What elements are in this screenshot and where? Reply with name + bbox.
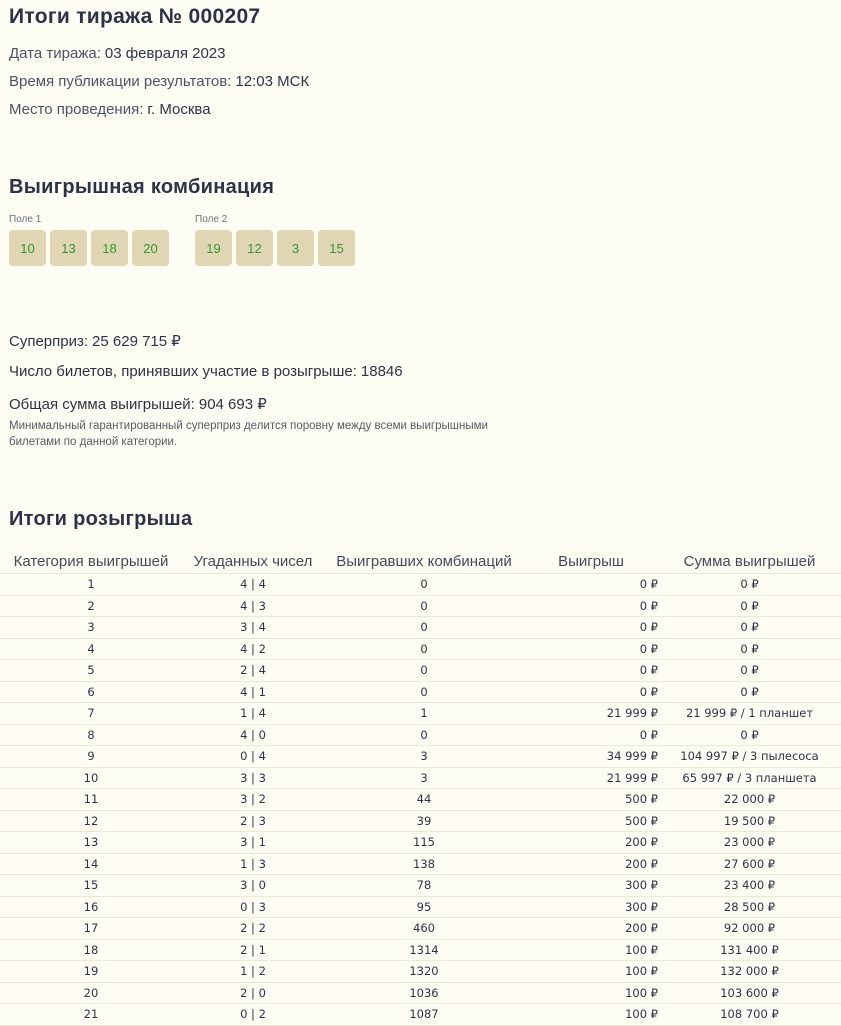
cell-prize: 200 ₽ bbox=[524, 853, 658, 875]
cell-total: 23 400 ₽ bbox=[658, 875, 841, 897]
table-row bbox=[0, 574, 841, 596]
cell-total: 0 ₽ bbox=[658, 681, 841, 703]
cell-guessed: 3 | 1 bbox=[182, 832, 324, 854]
cell-total: 108 700 ₽ bbox=[658, 1004, 841, 1026]
table-row bbox=[0, 789, 841, 811]
cell-category: 11 bbox=[0, 789, 182, 811]
table-row bbox=[0, 767, 841, 789]
cell-total: 104 997 ₽ / 3 пылесоса bbox=[658, 746, 841, 768]
cell-guessed: 4 | 4 bbox=[182, 574, 324, 596]
publish-time-value: 12:03 МСК bbox=[235, 73, 310, 90]
cell-guessed: 1 | 3 bbox=[182, 853, 324, 875]
ball: 20 bbox=[132, 230, 169, 266]
draw-place-label: Место проведения: bbox=[9, 101, 144, 118]
publish-time-label: Время публикации результатов: bbox=[9, 73, 232, 90]
cell-prize: 300 ₽ bbox=[524, 875, 658, 897]
cell-category: 6 bbox=[0, 681, 182, 703]
cell-guessed: 4 | 2 bbox=[182, 638, 324, 660]
cell-combinations: 0 bbox=[324, 595, 524, 617]
cell-prize: 200 ₽ bbox=[524, 832, 658, 854]
total-winnings bbox=[9, 395, 267, 413]
cell-combinations: 78 bbox=[324, 875, 524, 897]
header-prize: Выигрыш bbox=[524, 549, 658, 574]
cell-category: 5 bbox=[0, 660, 182, 682]
table-row bbox=[0, 918, 841, 940]
table-row bbox=[0, 853, 841, 875]
header-guessed: Угаданных чисел bbox=[182, 549, 324, 574]
header-total: Сумма выигрышей bbox=[658, 549, 841, 574]
cell-combinations: 0 bbox=[324, 660, 524, 682]
cell-guessed: 1 | 4 bbox=[182, 703, 324, 725]
cell-category: 17 bbox=[0, 918, 182, 940]
cell-total: 131 400 ₽ bbox=[658, 939, 841, 961]
results-body bbox=[0, 574, 841, 1026]
cell-prize: 500 ₽ bbox=[524, 810, 658, 832]
cell-combinations: 3 bbox=[324, 746, 524, 768]
table-row bbox=[0, 638, 841, 660]
cell-combinations: 115 bbox=[324, 832, 524, 854]
cell-category: 18 bbox=[0, 939, 182, 961]
cell-category: 14 bbox=[0, 853, 182, 875]
draw-date-value: 03 февраля 2023 bbox=[104, 45, 226, 62]
cell-prize: 0 ₽ bbox=[524, 681, 658, 703]
cell-total: 65 997 ₽ / 3 планшета bbox=[658, 767, 841, 789]
table-row bbox=[0, 660, 841, 682]
cell-total: 0 ₽ bbox=[658, 724, 841, 746]
cell-category: 1 bbox=[0, 574, 182, 596]
cell-category: 10 bbox=[0, 767, 182, 789]
cell-category: 19 bbox=[0, 961, 182, 983]
cell-prize: 500 ₽ bbox=[524, 789, 658, 811]
results-title: Итоги розыгрыша bbox=[9, 508, 193, 530]
cell-combinations: 0 bbox=[324, 724, 524, 746]
table-row bbox=[0, 617, 841, 639]
draw-date bbox=[9, 45, 225, 62]
cell-combinations: 1 bbox=[324, 703, 524, 725]
cell-prize: 200 ₽ bbox=[524, 918, 658, 940]
cell-guessed: 0 | 4 bbox=[182, 746, 324, 768]
table-row bbox=[0, 896, 841, 918]
cell-category: 3 bbox=[0, 617, 182, 639]
cell-guessed: 3 | 3 bbox=[182, 767, 324, 789]
field-2-balls bbox=[195, 230, 355, 266]
cell-total: 0 ₽ bbox=[658, 617, 841, 639]
cell-category: 21 bbox=[0, 1004, 182, 1026]
cell-prize: 0 ₽ bbox=[524, 660, 658, 682]
cell-prize: 0 ₽ bbox=[524, 595, 658, 617]
cell-total: 0 ₽ bbox=[658, 660, 841, 682]
cell-prize: 0 ₽ bbox=[524, 617, 658, 639]
cell-guessed: 4 | 1 bbox=[182, 681, 324, 703]
cell-category: 9 bbox=[0, 746, 182, 768]
field-2-label: Поле 2 bbox=[195, 214, 228, 225]
cell-combinations: 39 bbox=[324, 810, 524, 832]
cell-combinations: 0 bbox=[324, 617, 524, 639]
cell-guessed: 2 | 3 bbox=[182, 810, 324, 832]
ball: 15 bbox=[318, 230, 355, 266]
table-row bbox=[0, 703, 841, 725]
total-winnings-label: Общая сумма выигрышей: bbox=[9, 396, 195, 413]
cell-combinations: 1087 bbox=[324, 1004, 524, 1026]
table-row bbox=[0, 961, 841, 983]
cell-combinations: 0 bbox=[324, 638, 524, 660]
cell-category: 20 bbox=[0, 982, 182, 1004]
cell-guessed: 4 | 3 bbox=[182, 595, 324, 617]
cell-total: 103 600 ₽ bbox=[658, 982, 841, 1004]
field-2 bbox=[195, 214, 355, 266]
cell-total: 28 500 ₽ bbox=[658, 896, 841, 918]
table-row bbox=[0, 810, 841, 832]
table-row bbox=[0, 832, 841, 854]
cell-guessed: 3 | 2 bbox=[182, 789, 324, 811]
cell-prize: 0 ₽ bbox=[524, 724, 658, 746]
cell-total: 0 ₽ bbox=[658, 638, 841, 660]
cell-combinations: 1036 bbox=[324, 982, 524, 1004]
table-row bbox=[0, 875, 841, 897]
ball: 10 bbox=[9, 230, 46, 266]
table-row bbox=[0, 595, 841, 617]
cell-guessed: 2 | 1 bbox=[182, 939, 324, 961]
ball: 12 bbox=[236, 230, 273, 266]
table-row bbox=[0, 939, 841, 961]
cell-prize: 100 ₽ bbox=[524, 1004, 658, 1026]
page-title: Итоги тиража № 000207 bbox=[9, 5, 261, 28]
cell-total: 23 000 ₽ bbox=[658, 832, 841, 854]
cell-guessed: 2 | 0 bbox=[182, 982, 324, 1004]
ball: 13 bbox=[50, 230, 87, 266]
table-row bbox=[0, 982, 841, 1004]
cell-prize: 21 999 ₽ bbox=[524, 703, 658, 725]
cell-prize: 100 ₽ bbox=[524, 939, 658, 961]
cell-combinations: 95 bbox=[324, 896, 524, 918]
cell-guessed: 0 | 2 bbox=[182, 1004, 324, 1026]
cell-category: 2 bbox=[0, 595, 182, 617]
cell-prize: 300 ₽ bbox=[524, 896, 658, 918]
cell-combinations: 0 bbox=[324, 574, 524, 596]
field-1-balls bbox=[9, 230, 169, 266]
table-row bbox=[0, 681, 841, 703]
cell-total: 132 000 ₽ bbox=[658, 961, 841, 983]
winning-combination-title: Выигрышная комбинация bbox=[9, 176, 275, 198]
superprize-note: Минимальный гарантированный суперприз делится поровну между всеми выигрышными билетами по данной категории. bbox=[9, 420, 488, 448]
cell-guessed: 1 | 2 bbox=[182, 961, 324, 983]
cell-prize: 100 ₽ bbox=[524, 961, 658, 983]
field-1-label: Поле 1 bbox=[9, 214, 42, 225]
cell-category: 15 bbox=[0, 875, 182, 897]
publish-time bbox=[9, 73, 309, 90]
total-winnings-value: 904 693 ₽ bbox=[198, 396, 267, 413]
cell-guessed: 2 | 4 bbox=[182, 660, 324, 682]
superprize bbox=[9, 332, 181, 350]
cell-combinations: 460 bbox=[324, 918, 524, 940]
cell-category: 16 bbox=[0, 896, 182, 918]
results-header-row bbox=[0, 549, 841, 574]
cell-combinations: 1314 bbox=[324, 939, 524, 961]
superprize-value: 25 629 715 ₽ bbox=[92, 333, 181, 350]
cell-category: 13 bbox=[0, 832, 182, 854]
results-table bbox=[0, 549, 841, 1026]
cell-guessed: 3 | 4 bbox=[182, 617, 324, 639]
header-combinations: Выигравших комбинаций bbox=[324, 549, 524, 574]
cell-category: 8 bbox=[0, 724, 182, 746]
draw-place-value: г. Москва bbox=[147, 101, 211, 118]
cell-total: 0 ₽ bbox=[658, 595, 841, 617]
table-row bbox=[0, 746, 841, 768]
cell-guessed: 2 | 2 bbox=[182, 918, 324, 940]
draw-place bbox=[9, 101, 211, 118]
cell-prize: 21 999 ₽ bbox=[524, 767, 658, 789]
cell-guessed: 3 | 0 bbox=[182, 875, 324, 897]
table-row bbox=[0, 1004, 841, 1026]
cell-prize: 0 ₽ bbox=[524, 638, 658, 660]
cell-combinations: 1320 bbox=[324, 961, 524, 983]
cell-guessed: 4 | 0 bbox=[182, 724, 324, 746]
cell-total: 92 000 ₽ bbox=[658, 918, 841, 940]
cell-guessed: 0 | 3 bbox=[182, 896, 324, 918]
field-1 bbox=[9, 214, 169, 266]
cell-total: 21 999 ₽ / 1 планшет bbox=[658, 703, 841, 725]
superprize-label: Суперприз: bbox=[9, 333, 89, 350]
cell-prize: 100 ₽ bbox=[524, 982, 658, 1004]
cell-category: 12 bbox=[0, 810, 182, 832]
tickets-count-value: 18846 bbox=[360, 363, 403, 380]
cell-prize: 34 999 ₽ bbox=[524, 746, 658, 768]
draw-date-label: Дата тиража: bbox=[9, 45, 101, 62]
cell-combinations: 138 bbox=[324, 853, 524, 875]
cell-combinations: 44 bbox=[324, 789, 524, 811]
header-category: Категория выигрышей bbox=[0, 549, 182, 574]
cell-total: 22 000 ₽ bbox=[658, 789, 841, 811]
ball: 3 bbox=[277, 230, 314, 266]
cell-combinations: 3 bbox=[324, 767, 524, 789]
cell-total: 19 500 ₽ bbox=[658, 810, 841, 832]
cell-combinations: 0 bbox=[324, 681, 524, 703]
cell-total: 0 ₽ bbox=[658, 574, 841, 596]
table-row bbox=[0, 724, 841, 746]
cell-prize: 0 ₽ bbox=[524, 574, 658, 596]
tickets-count-label: Число билетов, принявших участие в розыгрыше: bbox=[9, 363, 357, 380]
ball: 19 bbox=[195, 230, 232, 266]
cell-category: 7 bbox=[0, 703, 182, 725]
ball: 18 bbox=[91, 230, 128, 266]
cell-category: 4 bbox=[0, 638, 182, 660]
cell-total: 27 600 ₽ bbox=[658, 853, 841, 875]
tickets-count bbox=[9, 363, 403, 380]
